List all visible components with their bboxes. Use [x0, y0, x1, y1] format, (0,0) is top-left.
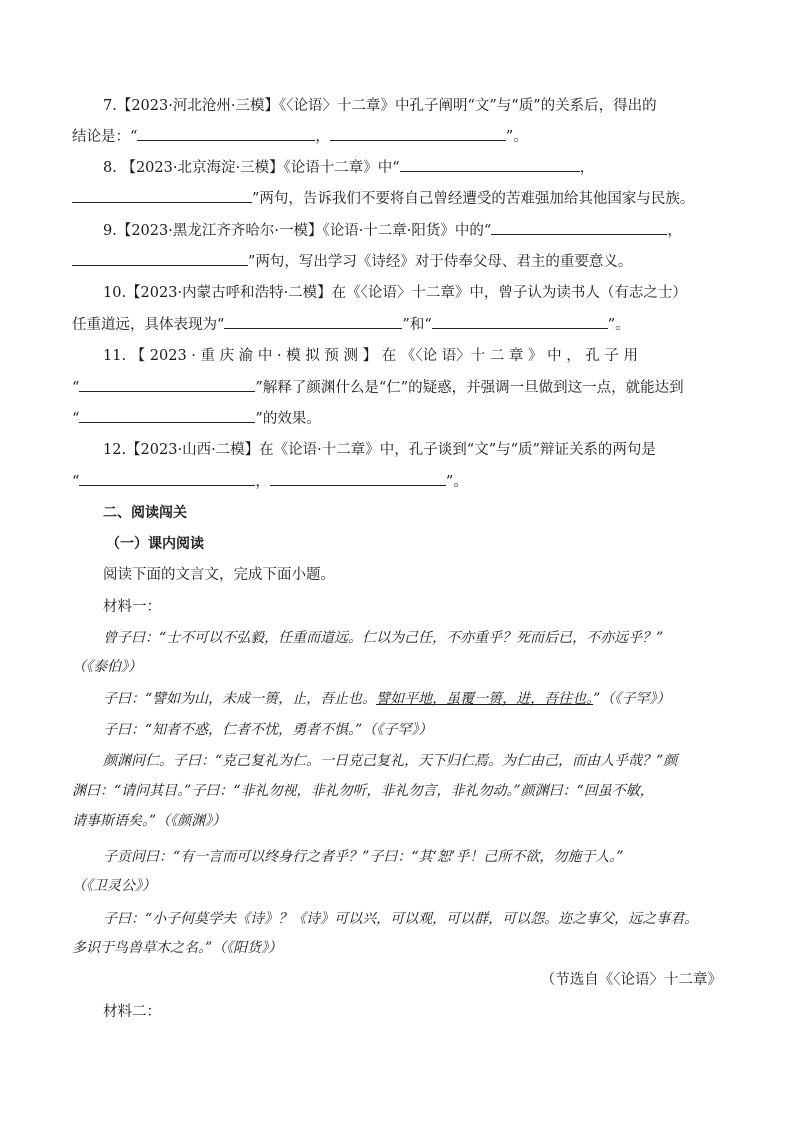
question-12-answer-line: “ ， ”。	[72, 470, 728, 493]
question-10: 10.【2023·内蒙古呼和浩特·二模】在《〈论语〉十二章》中，曾子认为读书人（有志之士）	[103, 285, 687, 301]
answer-blank[interactable]	[224, 313, 402, 329]
answer-blank[interactable]	[72, 187, 252, 203]
question-9: 9.【2023·黑龙江齐齐哈尔·一模】《论语·十二章·阳货》中的“ ，	[72, 219, 728, 242]
passage-p4-line3: 请事斯语矣。”（《颜渊》）	[72, 813, 227, 829]
answer-blank[interactable]	[330, 125, 506, 141]
question-8-answer-line: ”两句，告诉我们不要将自己曾经遭受的苦难强加给其他国家与民族。	[72, 187, 728, 210]
underlined-sentence: 譬如平地，虽覆一篑，进，吾往也。	[376, 691, 594, 707]
question-8: 8. 【2023·北京海淀·三模】《论语十二章》中“ ，	[72, 156, 728, 179]
question-10-answer-line: 任重道远，具体表现为“ ”和“ ”。	[72, 313, 728, 336]
passage-p4-line1: 颜渊问仁。子曰：“克己复礼为仁。一日克己复礼，天下归仁焉。为仁由己，而由人乎哉？”颜	[103, 753, 678, 769]
question-11-answer-line-2: “ ”的效果。	[72, 407, 728, 430]
answer-blank[interactable]	[72, 250, 248, 266]
question-7-text: 7.【2023·河北沧州·三模】《〈论语〉十二章》中孔子阐明“文”与“质”的关系后，得出的	[103, 98, 657, 114]
answer-blank[interactable]	[270, 470, 446, 486]
passage-p5-line2: （《卫灵公》）	[72, 878, 156, 894]
question-7-answer-line: 结论是：“ ， ”。	[72, 125, 728, 148]
passage-p6-line1: 子曰：“小子何莫学夫《诗》？《诗》可以兴，可以观，可以群，可以怨。迩之事父，远之事君。	[103, 911, 699, 927]
answer-blank[interactable]	[400, 156, 580, 172]
question-11: 11. 【 2023 · 重 庆 渝 中 · 模 拟 预 测 】 在 《〈论 语〉十 二 章 》 中 ， 孔 子 用	[103, 348, 639, 364]
answer-blank[interactable]	[491, 219, 667, 235]
answer-blank[interactable]	[79, 470, 255, 486]
question-11-answer-line: “ ”解释了颜渊什么是“仁”的疑惑，并强调一旦做到这一点，就能达到	[72, 376, 728, 399]
passage-p2: 子曰：“譬如为山，未成一篑，止，吾止也。譬如平地，虽覆一篑，进，吾往也。”（《子罕》）	[103, 691, 671, 707]
section-heading: 二、阅读闯关	[103, 505, 187, 521]
passage-p1-line2: （《泰伯》）	[72, 659, 142, 675]
answer-blank[interactable]	[432, 313, 608, 329]
answer-blank[interactable]	[137, 125, 315, 141]
answer-blank[interactable]	[79, 407, 255, 423]
question-9-answer-line: ”两句，写出学习《诗经》对于侍奉父母、君主的重要意义。	[72, 250, 728, 273]
passage-source: （节选自《〈论语〉十二章》	[540, 972, 722, 988]
answer-blank[interactable]	[79, 376, 255, 392]
material-1-label: 材料一：	[103, 599, 161, 615]
passage-p6-line2: 多识于鸟兽草木之名。”（《阳货》）	[72, 940, 283, 956]
passage-p3: 子曰：“知者不惑，仁者不忧，勇者不惧。”（《子罕》）	[103, 722, 433, 738]
instruction: 阅读下面的文言文，完成下面小题。	[103, 567, 335, 583]
passage-p4-line2: 渊曰：“请问其目。”子曰：“非礼勿视，非礼勿听，非礼勿言，非礼勿动。”颜渊曰：“回虽不敏，	[72, 783, 654, 799]
passage-p5-line1: 子贡问曰：“有一言而可以终身行之者乎？”子曰：“其‘恕’乎！己所不欲，勿施于人。”	[103, 849, 624, 865]
question-7	[72, 95, 728, 117]
question-12: 12.【2023·山西·二模】在《论语·十二章》中，孔子谈到“文”与“质”辩证关系的两句是	[103, 442, 656, 458]
material-2-label: 材料二：	[103, 1004, 161, 1020]
passage-p1-line1: 曾子曰：“士不可以不弘毅，任重而道远。仁以为己任，不亦重乎？死而后已，不亦远乎？”	[103, 630, 664, 646]
sub-heading: （一）课内阅读	[106, 536, 204, 552]
